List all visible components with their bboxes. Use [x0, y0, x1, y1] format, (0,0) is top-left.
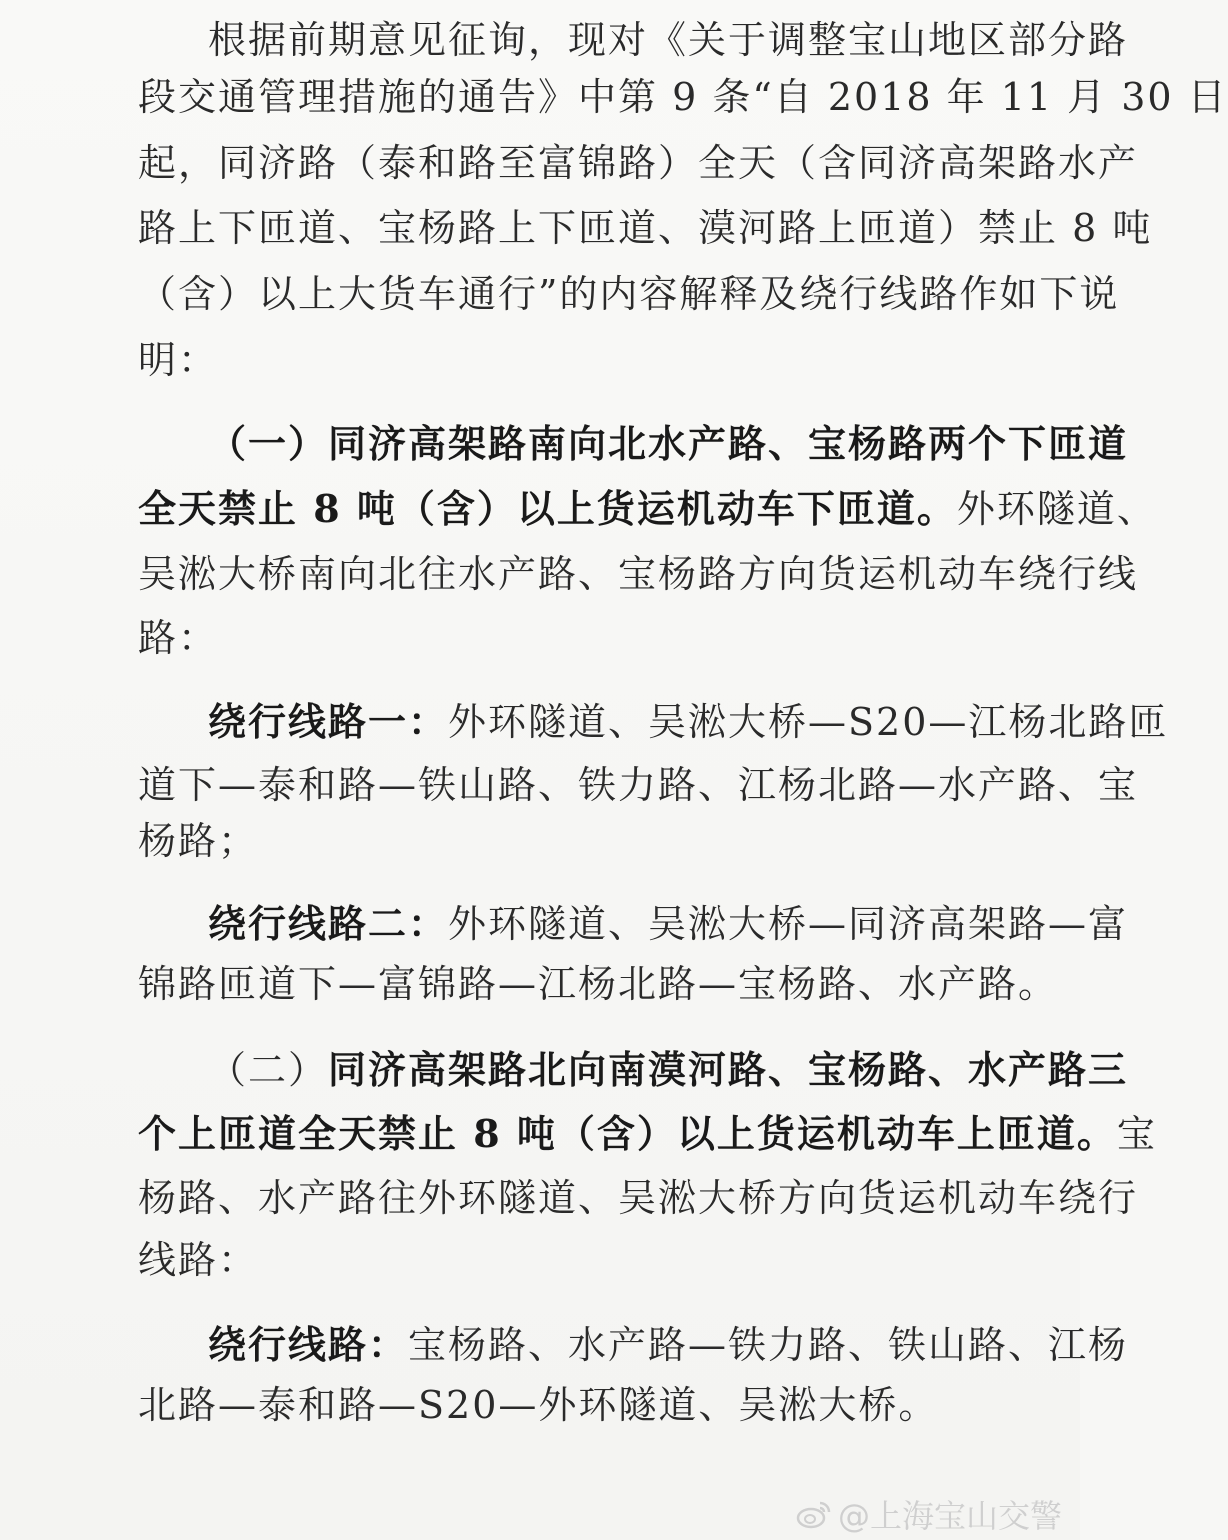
route-label: 绕行线路：	[208, 1322, 409, 1367]
text-line: 根据前期意见征询，现对《关于调整宝山地区部分路	[208, 18, 1129, 62]
text-span: 宝杨路、水产路—铁力路、铁山路、江杨	[408, 1323, 1129, 1367]
route-two	[208, 894, 1128, 954]
text-line: 杨路；	[138, 819, 259, 863]
text-line: 锦路匝道下—富锦路—江杨北路—宝杨路、水产路。	[138, 962, 1059, 1006]
text-line: 杨路、水产路往外环隧道、吴淞大桥方向货运机动车绕行	[138, 1176, 1139, 1220]
text-line: 路上下匝道、宝杨路上下匝道、漠河路上匝道）禁止 8 吨	[138, 206, 1153, 250]
text-line: 起，同济路（泰和路至富锦路）全天（含同济高架路水产	[138, 141, 1139, 185]
section-heading-one: （一）同济高架路南向北水产路、宝杨路两个下匝道	[208, 421, 1129, 466]
text-line: 道下—泰和路—铁山路、铁力路、江杨北路—水产路、宝	[138, 763, 1139, 807]
text-line	[138, 1104, 1157, 1164]
weibo-icon	[796, 1499, 832, 1529]
text-span: 外环隧道、吴淞大桥—同济高架路—富	[448, 902, 1129, 946]
text-line: （含）以上大货车通行”的内容解释及绕行线路作如下说	[138, 272, 1120, 316]
text-line: 线路：	[138, 1238, 259, 1282]
route-one	[208, 692, 1168, 752]
route-label: 绕行线路二：	[208, 901, 449, 946]
section-heading-two-cont: 个上匝道全天禁止 8 吨（含）以上货运机动车上匝道。	[138, 1111, 1117, 1156]
text-line	[138, 479, 1157, 539]
route-label: 绕行线路一：	[208, 699, 449, 744]
text-span: 宝	[1116, 1112, 1157, 1156]
route-three	[208, 1315, 1128, 1375]
text-span: 外环隧道、	[956, 487, 1157, 531]
text-span: 外环隧道、吴淞大桥—S20—江杨北路匝	[448, 700, 1169, 744]
watermark	[796, 1492, 1062, 1536]
section-heading-two	[208, 1040, 1128, 1100]
text-line: 明：	[138, 338, 219, 382]
section-heading-one-cont: 全天禁止 8 吨（含）以上货运机动车下匝道。	[138, 486, 957, 531]
text-line: 北路—泰和路—S20—外环隧道、吴淞大桥。	[138, 1383, 939, 1427]
text-line: 吴淞大桥南向北往水产路、宝杨路方向货运机动车绕行线	[138, 552, 1139, 596]
watermark-text: @上海宝山交警	[837, 1497, 1062, 1535]
text-line: 段交通管理措施的通告》中第 9 条“自 2018 年 11 月 30 日	[138, 75, 1228, 119]
text-span: （二）	[208, 1048, 329, 1092]
text-span: 同济高架路北向南漠河路、宝杨路、水产路三	[328, 1047, 1129, 1092]
text-line: 路：	[138, 616, 219, 660]
